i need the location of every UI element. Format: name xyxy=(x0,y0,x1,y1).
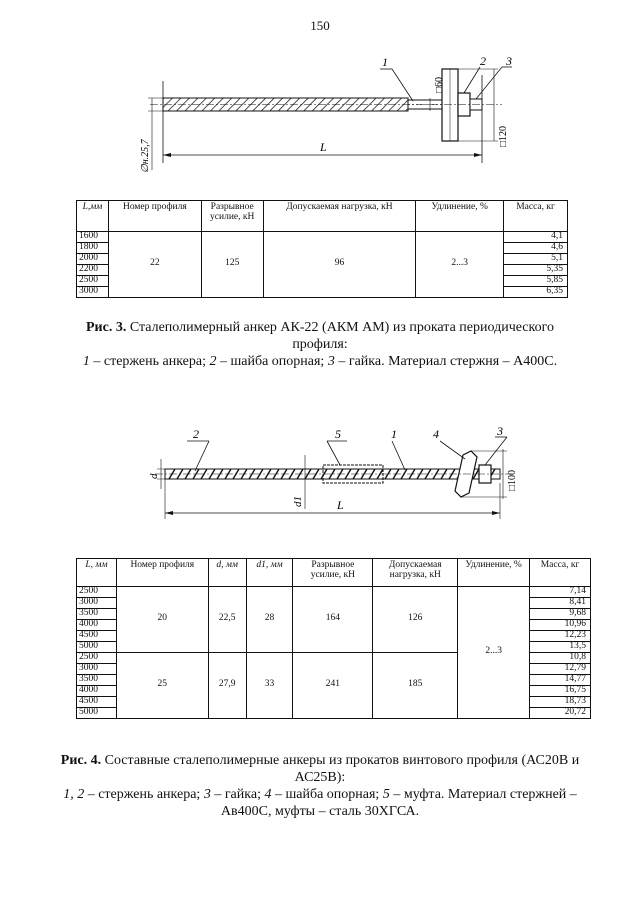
fig4-length: 5000 xyxy=(77,641,117,652)
fig3-anchor-drawing xyxy=(130,55,520,180)
fig4-legend-text: – гайка; xyxy=(210,787,265,802)
fig3-callout-1: 1 xyxy=(382,55,388,69)
fig4-dim-L: L xyxy=(337,498,344,512)
fig3-header-length: L,мм xyxy=(77,201,109,232)
fig3-mass: 5,1 xyxy=(504,253,568,264)
fig3-legend-number: 3 xyxy=(327,354,335,369)
fig4-header-breaking-force: Разрывное усилие, кН xyxy=(293,559,373,587)
fig4-header-length: L, мм xyxy=(77,559,117,587)
fig3-legend-number: 1 xyxy=(82,354,90,369)
fig4-dim-d1: d1 xyxy=(292,496,304,507)
fig3-mass: 4,1 xyxy=(504,232,568,243)
fig4-mass: 9,68 xyxy=(530,608,591,619)
fig3-profile: 22 xyxy=(108,232,201,298)
fig4-length: 3000 xyxy=(77,663,117,674)
fig3-legend-text: – шайба опорная; xyxy=(216,354,328,369)
fig4-table-header xyxy=(77,559,591,587)
fig4-mass: 8,41 xyxy=(530,597,591,608)
fig3-header-mass: Масса, кг xyxy=(504,201,568,232)
fig3-caption xyxy=(60,319,580,370)
fig4-legend-text: – стержень анкера; xyxy=(84,787,204,802)
fig4-caption-title-line xyxy=(60,752,580,786)
fig3-header-elongation: Удлинение, % xyxy=(416,201,504,232)
fig3-table xyxy=(76,200,568,298)
fig4-legend-text: – муфта. Материал стержней – Ав400С, муфты – сталь 30ХГСА. xyxy=(220,787,577,819)
fig4-header-mass: Масса, кг xyxy=(530,559,591,587)
fig4-legend-number: 5 xyxy=(382,787,390,802)
fig3-callout-3: 3 xyxy=(506,55,512,68)
fig3-dim-L: L xyxy=(320,140,327,154)
fig3-legend-text: – гайка. Материал стержня – А400С. xyxy=(334,354,558,369)
fig3-length: 2200 xyxy=(77,264,109,275)
fig4-length: 2500 xyxy=(77,652,117,663)
fig3-elongation: 2...3 xyxy=(416,232,504,298)
fig4-legend-number: 1, 2 xyxy=(63,787,85,802)
fig4-anchor-drawing xyxy=(135,425,525,525)
fig4-mass: 20,72 xyxy=(530,707,591,718)
fig4-caption xyxy=(60,752,580,820)
fig4-allowed-load: 185 xyxy=(373,652,458,718)
fig3-caption-label: Рис. 3. xyxy=(85,320,127,335)
fig4-legend-text: – шайба опорная; xyxy=(271,787,383,802)
fig3-mass: 5,85 xyxy=(504,275,568,286)
fig4-d: 27,9 xyxy=(208,652,246,718)
fig3-allowed-load: 96 xyxy=(263,232,416,298)
fig4-breaking-force: 164 xyxy=(293,587,373,653)
fig3-callout-2: 2 xyxy=(480,55,486,68)
fig4-callout-4: 4 xyxy=(433,427,439,441)
fig3-mass: 5,35 xyxy=(504,264,568,275)
fig3-header-breaking-force: Разрывное усилие, кН xyxy=(201,201,263,232)
fig4-length: 3000 xyxy=(77,597,117,608)
table-row xyxy=(77,587,591,598)
fig4-length: 2500 xyxy=(77,587,117,598)
fig3-table-header xyxy=(77,201,568,232)
fig4-mass: 12,23 xyxy=(530,630,591,641)
fig4-mass: 10,8 xyxy=(530,652,591,663)
fig4-callout-5: 5 xyxy=(335,427,341,441)
fig4-mass: 10,96 xyxy=(530,619,591,630)
fig4-length: 4500 xyxy=(77,696,117,707)
fig3-length: 1600 xyxy=(77,232,109,243)
fig4-length: 3500 xyxy=(77,674,117,685)
fig4-callout-1: 1 xyxy=(391,427,397,441)
fig4-length: 4500 xyxy=(77,630,117,641)
fig4-d1: 33 xyxy=(246,652,293,718)
fig4-breaking-force: 241 xyxy=(293,652,373,718)
fig3-length: 3000 xyxy=(77,286,109,297)
fig4-caption-label: Рис. 4. xyxy=(60,753,102,768)
fig4-length: 4000 xyxy=(77,685,117,696)
fig3-dim-dia: ∅н.25,7 xyxy=(140,139,151,173)
fig4-callout-3: 3 xyxy=(497,425,503,438)
fig3-dim-60: □60 xyxy=(434,76,445,93)
fig4-mass: 18,73 xyxy=(530,696,591,707)
fig4-mass: 12,79 xyxy=(530,663,591,674)
fig4-d: 22,5 xyxy=(208,587,246,653)
fig4-d1: 28 xyxy=(246,587,293,653)
fig3-length: 1800 xyxy=(77,242,109,253)
fig3-legend-number: 2 xyxy=(209,354,217,369)
fig3-header-profile: Номер профиля xyxy=(108,201,201,232)
fig3-mass: 4,6 xyxy=(504,242,568,253)
fig4-caption-legend xyxy=(60,786,580,820)
page-number: 150 xyxy=(310,18,330,33)
fig4-elongation: 2...3 xyxy=(458,587,530,719)
fig4-profile: 25 xyxy=(116,652,208,718)
fig3-legend-text: – стержень анкера; xyxy=(89,354,210,369)
fig3-mass: 6,35 xyxy=(504,286,568,297)
fig4-legend-number: 3 xyxy=(203,787,211,802)
fig4-mass: 7,14 xyxy=(530,587,591,598)
fig4-length: 4000 xyxy=(77,619,117,630)
fig3-header-allowed-load: Допускаемая нагрузка, кН xyxy=(263,201,416,232)
fig3-breaking-force: 125 xyxy=(201,232,263,298)
fig3-length: 2500 xyxy=(77,275,109,286)
fig3-dim-120: □120 xyxy=(498,125,509,147)
fig4-profile: 20 xyxy=(116,587,208,653)
fig4-dim-100: □100 xyxy=(507,469,518,491)
fig3-caption-legend xyxy=(60,353,580,370)
fig4-table xyxy=(76,558,591,719)
fig4-legend-number: 4 xyxy=(264,787,272,802)
fig4-caption-title: Составные сталеполимерные анкеры из прокатов винтового профиля (АС20В и АС25В): xyxy=(104,753,580,785)
fig4-mass: 16,75 xyxy=(530,685,591,696)
fig4-header-d: d, мм xyxy=(208,559,246,587)
fig4-callout-2: 2 xyxy=(193,427,199,441)
fig4-header-elongation: Удлинение, % xyxy=(458,559,530,587)
fig4-dim-d: d xyxy=(148,473,160,479)
fig4-header-profile: Номер профиля xyxy=(116,559,208,587)
fig3-length: 2000 xyxy=(77,253,109,264)
fig4-mass: 13,5 xyxy=(530,641,591,652)
fig4-header-allowed-load: Допускаемая нагрузка, кН xyxy=(373,559,458,587)
table-row xyxy=(77,232,568,243)
fig4-length: 5000 xyxy=(77,707,117,718)
fig4-header-d1: d1, мм xyxy=(246,559,293,587)
fig4-allowed-load: 126 xyxy=(373,587,458,653)
fig3-caption-title: Сталеполимерный анкер АК-22 (АКМ АМ) из проката периодического профиля: xyxy=(129,320,554,352)
fig3-caption-title-line xyxy=(60,319,580,353)
fig4-length: 3500 xyxy=(77,608,117,619)
fig4-mass: 14,77 xyxy=(530,674,591,685)
